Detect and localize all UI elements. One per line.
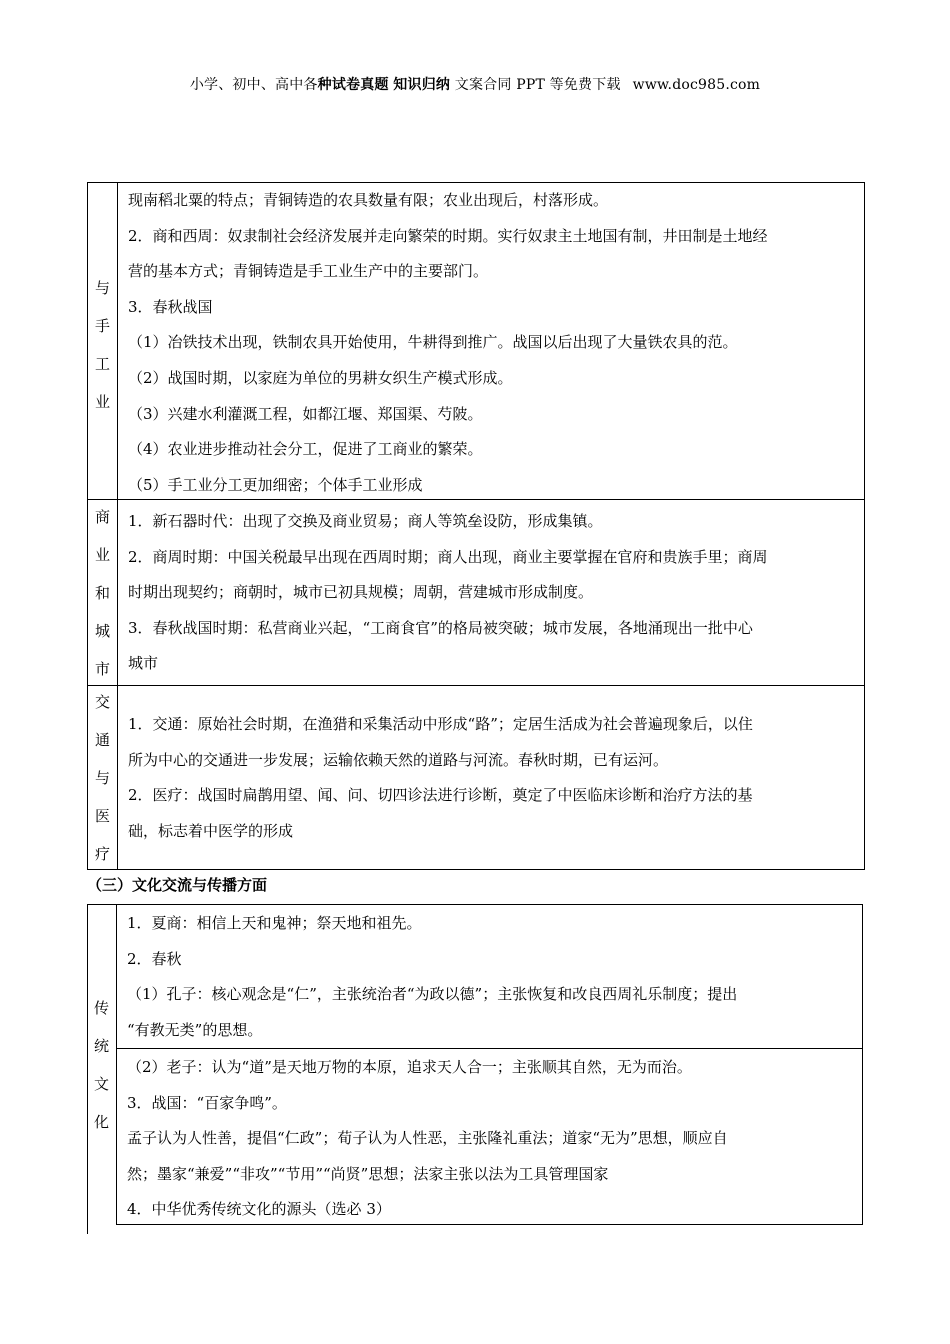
header-text-1: 小学、初中、高中各 bbox=[189, 77, 318, 93]
culture-cell-2 bbox=[117, 1049, 863, 1225]
culture-table bbox=[87, 904, 863, 1225]
label-char: 业 bbox=[94, 545, 110, 564]
row-content-commerce bbox=[118, 500, 864, 685]
content-line: 孟子认为人性善，提倡“仁政”；荀子认为人性恶，主张隆礼重法；道家“无为”思想，顺应自 bbox=[127, 1129, 728, 1148]
content-line: 2．商和西周：奴隶制社会经济发展并走向繁荣的时期。实行奴隶主土地国有制，井田制是土地经 bbox=[128, 226, 768, 245]
culture-cell-1 bbox=[117, 905, 863, 1049]
label-char: 疗 bbox=[94, 844, 110, 863]
content-line: 3．战国：“百家争鸣”。 bbox=[127, 1093, 287, 1112]
label-char: 与 bbox=[94, 768, 110, 787]
label-char: 城 bbox=[94, 621, 110, 640]
label-char: 化 bbox=[93, 1113, 109, 1131]
content-line: 时期出现契约；商朝时，城市已初具规模；周朝，营建城市形成制度。 bbox=[128, 583, 594, 602]
content-line: （2）战国时期，以家庭为单位的男耕女织生产模式形成。 bbox=[128, 368, 513, 387]
content-line: 3．春秋战国时期：私营商业兴起，“工商食官”的格局被突破；城市发展，各地涌现出一批中心 bbox=[128, 618, 753, 637]
section-title: （三）文化交流与传播方面 bbox=[87, 876, 268, 894]
content-line: 营的基本方式；青铜铸造是手工业生产中的主要部门。 bbox=[128, 262, 489, 281]
row-label-commerce bbox=[88, 500, 118, 685]
row-label-traditional-culture bbox=[87, 905, 117, 1225]
label-char: 统 bbox=[93, 1037, 109, 1055]
content-line: （1）冶铁技术出现，铁制农具开始使用，牛耕得到推广。战国以后出现了大量铁农具的范。 bbox=[128, 333, 738, 352]
economy-table bbox=[87, 182, 865, 870]
label-char: 传 bbox=[93, 999, 109, 1017]
content-line: 然；墨家“兼爱”“非攻”“节用”“尚贤”思想；法家主张以法为工具管理国家 bbox=[127, 1164, 609, 1183]
row-label-handicraft bbox=[88, 183, 118, 499]
content-line: 2．医疗：战国时扁鹊用望、闻、问、切四诊法进行诊断，奠定了中医临床诊断和治疗方法的基 bbox=[128, 786, 753, 805]
content-line: （5）手工业分工更加细密；个体手工业形成 bbox=[128, 475, 423, 494]
content-line: 3．春秋战国 bbox=[128, 297, 213, 316]
label-char: 业 bbox=[94, 393, 110, 411]
label-char: 文 bbox=[93, 1075, 109, 1093]
label-char: 医 bbox=[94, 806, 110, 825]
content-line: “有教无类”的思想。 bbox=[127, 1020, 263, 1039]
label-char: 与 bbox=[94, 279, 110, 297]
content-line: （3）兴建水利灌溉工程，如都江堰、郑国渠、芍陂。 bbox=[128, 404, 483, 423]
label-char: 交 bbox=[94, 692, 110, 711]
content-line: 1．夏商：相信上天和鬼神；祭天地和祖先。 bbox=[127, 914, 422, 932]
content-line: 2．商周时期：中国关税最早出现在西周时期；商人出现，商业主要掌握在官府和贵族手里；商周 bbox=[128, 547, 768, 566]
table-row-transport-medicine bbox=[88, 686, 864, 870]
content-line: 1．新石器时代：出现了交换及商业贸易；商人等筑垒设防，形成集镇。 bbox=[128, 512, 603, 530]
label-char: 工 bbox=[94, 355, 110, 373]
content-line: （2）老子：认为“道”是天地万物的本原，追求天人合一；主张顺其自然，无为而治。 bbox=[127, 1058, 692, 1076]
table-right-edge bbox=[862, 905, 863, 1225]
header-text-4: 文案合同 PPT 等免费下载 bbox=[454, 77, 621, 93]
content-line: 1．交通：原始社会时期，在渔猎和采集活动中形成“路”；定居生活成为社会普遍现象后，以住 bbox=[128, 715, 753, 733]
content-line: 4．中华优秀传统文化的源头（选必 3） bbox=[127, 1200, 391, 1219]
table-continuation-line bbox=[87, 1224, 88, 1234]
table-row-commerce bbox=[88, 500, 864, 686]
header-text-2: 种试卷真题 bbox=[317, 77, 389, 93]
content-line: 础，标志着中医学的形成 bbox=[128, 821, 294, 840]
row-content-handicraft bbox=[118, 183, 864, 499]
label-char: 通 bbox=[94, 730, 110, 749]
row-label-transport-medicine bbox=[88, 686, 118, 869]
content-line: 现南稻北粟的特点；青铜铸造的农具数量有限；农业出现后，村落形成。 bbox=[128, 191, 609, 209]
content-line: （4）农业进步推动社会分工，促进了工商业的繁荣。 bbox=[128, 440, 483, 459]
label-char: 和 bbox=[94, 583, 110, 602]
label-char: 商 bbox=[94, 507, 110, 526]
content-line: 2．春秋 bbox=[127, 949, 182, 968]
label-char: 手 bbox=[94, 317, 110, 335]
page-header bbox=[0, 74, 950, 94]
row-content-transport-medicine bbox=[118, 686, 864, 869]
content-line: 所为中心的交通进一步发展；运输依赖天然的道路与河流。春秋时期，已有运河。 bbox=[128, 750, 669, 769]
content-line: 城市 bbox=[128, 654, 159, 673]
label-char: 市 bbox=[94, 659, 110, 678]
table-row-handicraft bbox=[88, 183, 864, 500]
content-line: （1）孔子：核心观念是“仁”，主张统治者“为政以德”；主张恢复和改良西周礼乐制度；提出 bbox=[127, 985, 738, 1004]
header-text-3: 知识归纳 bbox=[393, 77, 451, 93]
header-url[interactable]: www.doc985.com bbox=[632, 77, 761, 93]
